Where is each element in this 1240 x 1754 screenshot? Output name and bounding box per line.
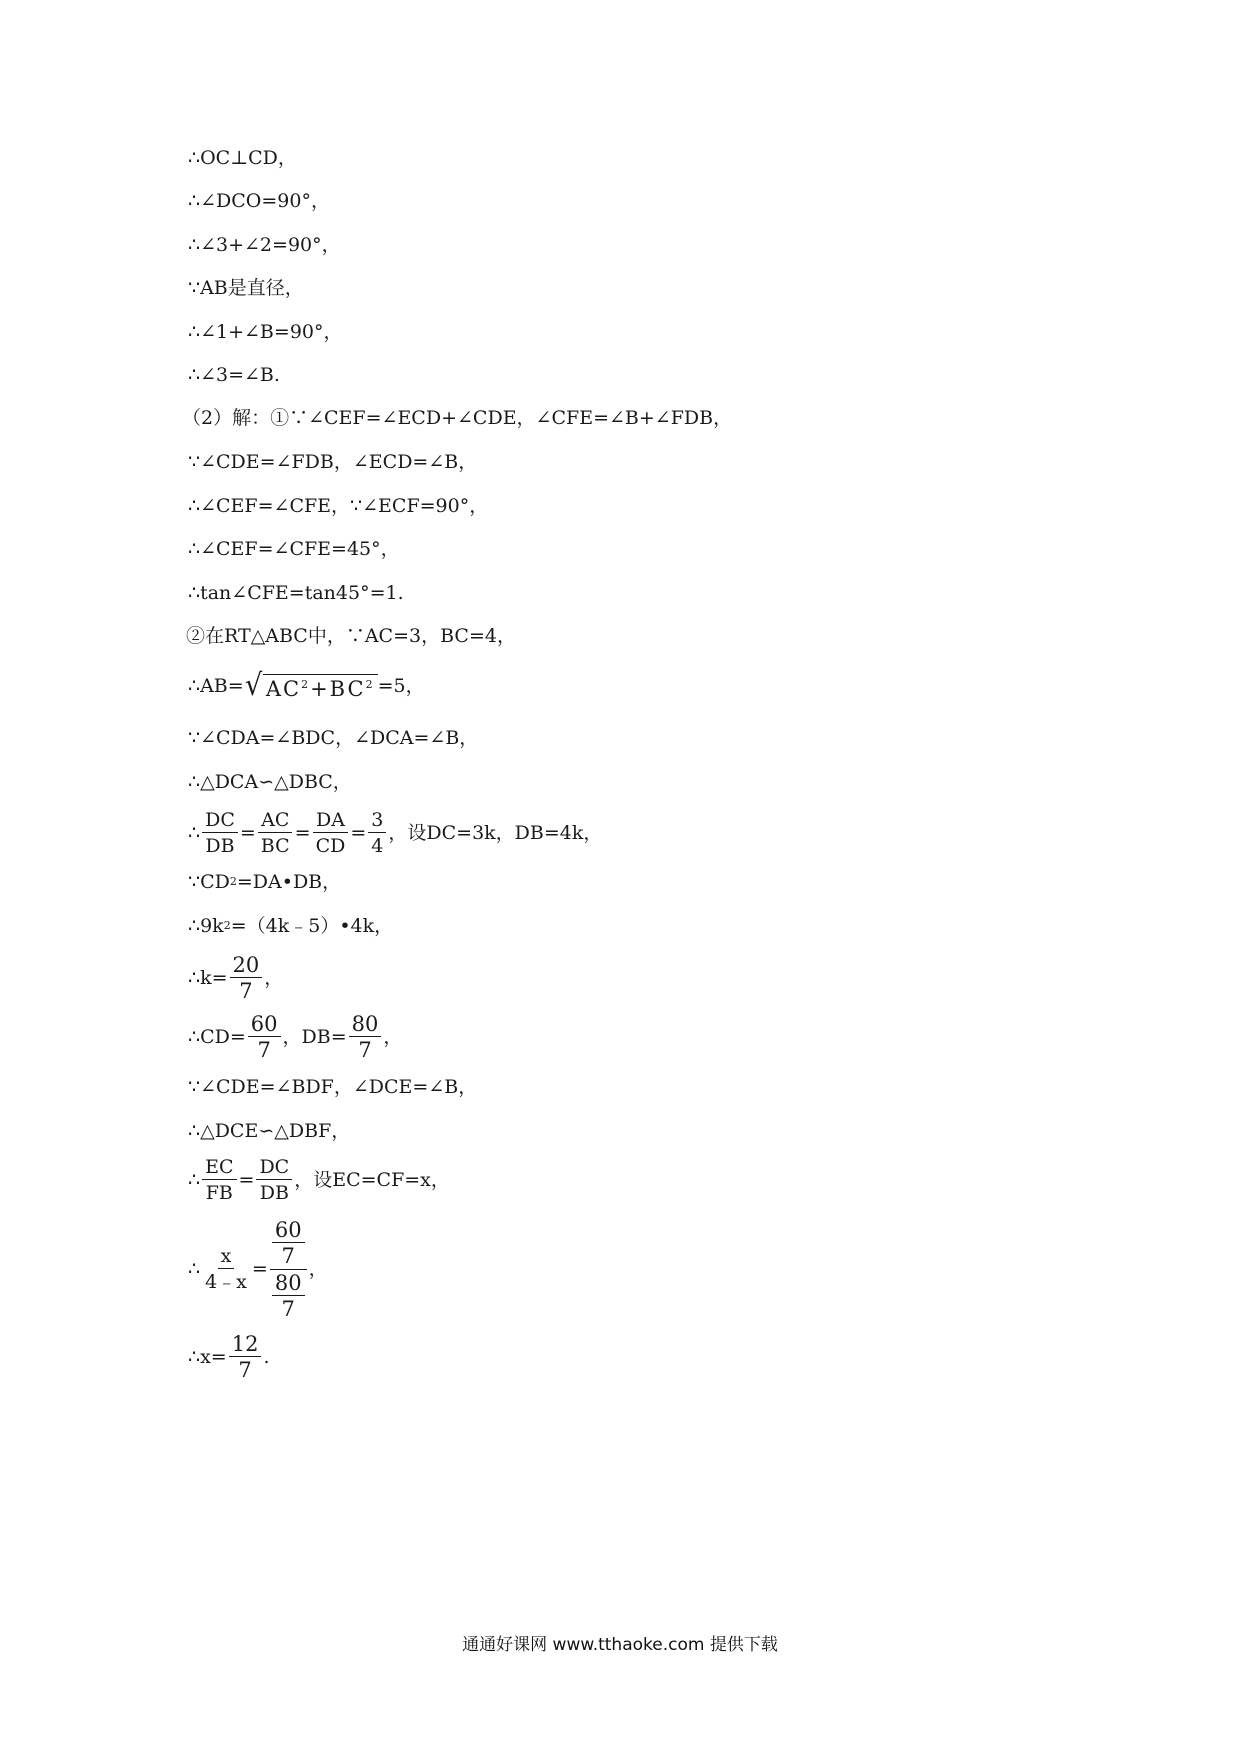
- exponent: 2: [301, 678, 311, 691]
- equals-sign: =: [239, 822, 256, 844]
- denominator: 7: [239, 979, 253, 1003]
- ratio-line: [188, 808, 602, 858]
- expression: ，设EC=CF=x，: [294, 1169, 450, 1191]
- numerator: AC: [258, 809, 292, 833]
- numerator: 3: [368, 809, 386, 833]
- numerator: 80: [272, 1272, 305, 1296]
- proof-line: ∵∠CDA=∠BDC，∠DCA=∠B，: [188, 727, 479, 749]
- compound-denominator: [270, 1270, 307, 1320]
- expression: ，: [264, 967, 284, 989]
- fraction: [272, 1219, 305, 1267]
- numerator: 80: [349, 1013, 382, 1037]
- numerator: 12: [229, 1333, 262, 1357]
- numerator: 60: [272, 1219, 305, 1243]
- numerator: DC: [202, 809, 238, 833]
- proof-line: ∴∠1+∠B=90°，: [188, 321, 343, 343]
- denominator: CD: [315, 835, 346, 857]
- exponent: 2: [365, 678, 375, 691]
- equals-sign: =: [238, 1169, 255, 1191]
- fraction: [368, 809, 386, 857]
- denominator: FB: [205, 1182, 233, 1204]
- denominator: 7: [281, 1243, 295, 1268]
- equals-sign: =: [294, 822, 311, 844]
- ratio-suffix: ，设DC=3k，DB=4k，: [388, 822, 603, 844]
- expression: ∴: [188, 1258, 201, 1280]
- expression: ∵CD: [188, 871, 230, 893]
- expression: ，: [308, 1258, 328, 1280]
- denominator: DB: [205, 835, 235, 857]
- ab-sqrt-line: [188, 666, 425, 706]
- equals-sign: =: [350, 822, 367, 844]
- numerator: 60: [248, 1013, 281, 1037]
- fraction: [313, 809, 349, 857]
- expression: ∴x=: [188, 1346, 227, 1368]
- proof-line: ∴△DCE∽△DBF，: [188, 1120, 351, 1142]
- fraction: [349, 1013, 382, 1061]
- radicand-bc: BC: [329, 677, 366, 701]
- x-value-line: [188, 1332, 270, 1382]
- denominator: 7: [238, 1358, 252, 1382]
- expression: =DA•DB，: [236, 871, 342, 893]
- numerator: DC: [256, 1156, 292, 1180]
- expression: .: [263, 1346, 270, 1368]
- compound-numerator: [270, 1219, 307, 1270]
- denominator: 7: [281, 1296, 295, 1321]
- expression: ∴CD=: [188, 1026, 246, 1048]
- proof-line: ∵AB是直径，: [188, 277, 304, 299]
- fraction: [202, 809, 238, 857]
- k-value-line: [188, 953, 283, 1003]
- numerator: 20: [230, 954, 263, 978]
- numerator: x: [218, 1245, 235, 1269]
- expression: ，DB=: [282, 1026, 347, 1048]
- expression: ∴9k: [188, 915, 224, 937]
- equals-sign: =: [251, 1258, 268, 1280]
- proof-line: ②在RT△ABC中，∵AC=3，BC=4，: [186, 625, 516, 647]
- proof-line: ∴△DCA∽△DBC，: [188, 771, 352, 793]
- fraction: [202, 1245, 250, 1293]
- fraction: [229, 1333, 262, 1381]
- square-root: [244, 668, 378, 703]
- x-equation-line: [188, 1216, 328, 1322]
- fraction: [272, 1272, 305, 1320]
- denominator: BC: [260, 835, 290, 857]
- proof-line: （2）解：①∵∠CEF=∠ECD+∠CDE，∠CFE=∠B+∠FDB，: [182, 407, 733, 429]
- proof-line: ∵∠CDE=∠FDB，∠ECD=∠B，: [188, 451, 478, 473]
- ab-prefix: ∴AB=: [188, 675, 244, 697]
- cd-squared-line: ∵CD 2 =DA•DB，: [188, 871, 342, 893]
- expression: ∴k=: [188, 967, 228, 989]
- radical-sign: √: [244, 668, 262, 703]
- proof-line: ∴∠DCO=90°，: [188, 190, 330, 212]
- fraction: [258, 809, 293, 857]
- radicand: [263, 674, 378, 701]
- proof-line: ∴∠3+∠2=90°，: [188, 234, 341, 256]
- plus-sign: +: [310, 677, 330, 701]
- fraction: [256, 1156, 292, 1204]
- compound-fraction: [270, 1219, 307, 1320]
- proof-line: ∵∠CDE=∠BDF，∠DCE=∠B，: [188, 1076, 478, 1098]
- denominator: 4: [371, 835, 384, 857]
- fraction: [202, 1156, 236, 1204]
- proof-line: ∴∠CEF=∠CFE=45°，: [188, 538, 400, 560]
- proof-line: ∴OC⊥CD，: [188, 147, 297, 169]
- expression: =（4k﹣5）•4k，: [230, 915, 394, 937]
- page-footer: 通通好课网 www.tthaoke.com 提供下载: [462, 1635, 778, 1655]
- ab-suffix: =5，: [377, 675, 425, 697]
- ec-ratio-line: [188, 1155, 450, 1205]
- denominator: DB: [259, 1182, 289, 1204]
- numerator: DA: [313, 809, 348, 833]
- cd-db-line: [188, 1012, 402, 1062]
- denominator: 7: [358, 1038, 372, 1062]
- proof-line: ∴∠CEF=∠CFE，∵∠ECF=90°，: [188, 495, 489, 517]
- expression: ，: [383, 1026, 403, 1048]
- ratio-prefix: ∴: [188, 822, 201, 844]
- proof-line: ∴tan∠CFE=tan45°=1.: [188, 582, 404, 604]
- expression: ∴: [188, 1169, 201, 1191]
- fraction: [248, 1013, 281, 1061]
- numerator: EC: [202, 1156, 236, 1180]
- denominator: 7: [257, 1038, 271, 1062]
- proof-line: ∴∠3=∠B.: [188, 364, 280, 386]
- radicand-ac: AC: [265, 677, 302, 701]
- denominator: 4﹣x: [205, 1271, 247, 1293]
- fraction: [230, 954, 263, 1002]
- k-squared-line: ∴9k 2 =（4k﹣5）•4k，: [188, 915, 394, 937]
